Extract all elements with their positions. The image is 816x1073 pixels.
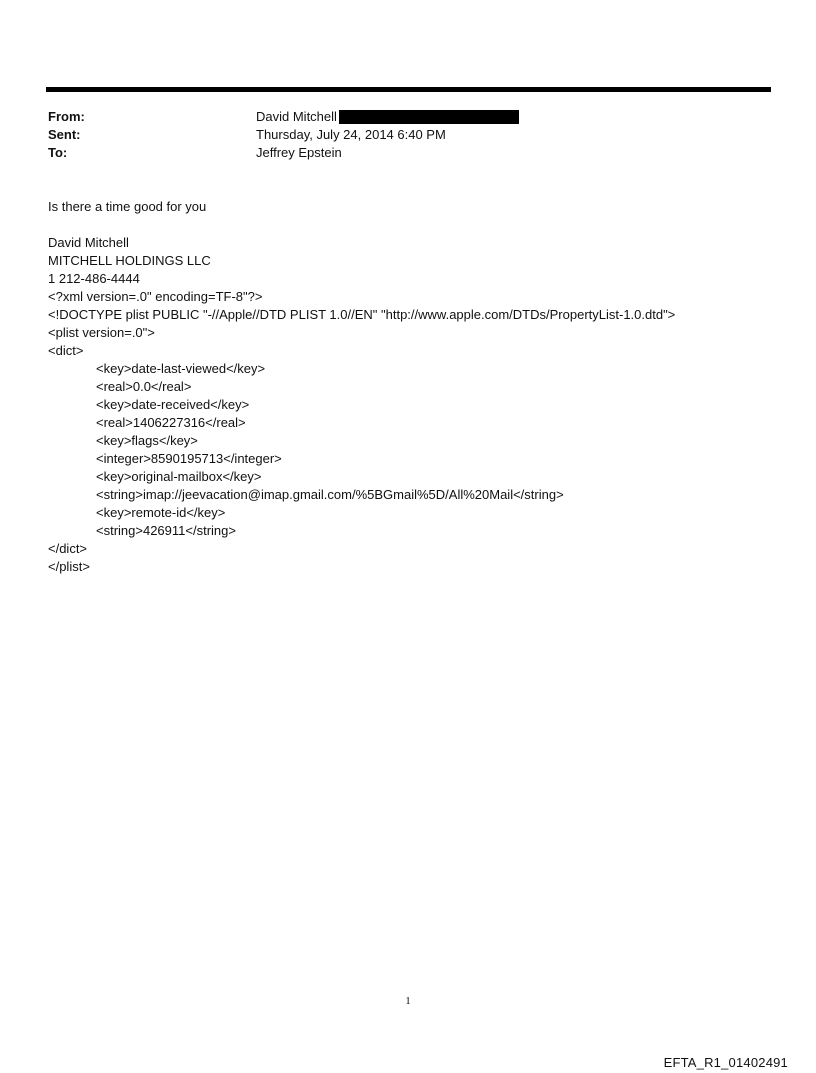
signature-company: MITCHELL HOLDINGS LLC <box>48 253 211 268</box>
plist-line: <plist version=.0"> <box>48 325 155 340</box>
bates-number: EFTA_R1_01402491 <box>663 1055 788 1070</box>
plist-line: <key>remote-id</key> <box>96 505 226 520</box>
plist-line: <key>flags</key> <box>96 433 198 448</box>
email-header <box>48 108 768 162</box>
from-value: David Mitchell <box>256 109 337 124</box>
plist-line: <string>imap://jeevacation@imap.gmail.com/%5BGmail%5D/All%20Mail</string> <box>96 487 564 502</box>
redaction-block <box>339 110 519 124</box>
signature-name: David Mitchell <box>48 235 129 250</box>
plist-block <box>48 288 788 576</box>
signature-phone: 1 212-486-4444 <box>48 271 140 286</box>
plist-line: <dict> <box>48 343 84 358</box>
plist-line: <?xml version=.0" encoding=TF-8"?> <box>48 289 263 304</box>
to-value: Jeffrey Epstein <box>256 145 342 160</box>
plist-line: <integer>8590195713</integer> <box>96 451 282 466</box>
plist-line: <key>date-last-viewed</key> <box>96 361 266 376</box>
from-label: From: <box>48 109 85 124</box>
plist-line: <!DOCTYPE plist PUBLIC "-//Apple//DTD PLIST 1.0//EN" "http://www.apple.com/DTDs/PropertyList-1.0.dtd"> <box>48 307 676 322</box>
sent-label: Sent: <box>48 127 81 142</box>
from-value-group <box>256 108 519 126</box>
sent-value: Thursday, July 24, 2014 6:40 PM <box>256 127 446 142</box>
email-body <box>48 198 788 576</box>
message-text: Is there a time good for you <box>48 199 207 214</box>
plist-line: <real>0.0</real> <box>96 379 192 394</box>
sent-row <box>48 126 768 144</box>
plist-line: </plist> <box>48 559 90 574</box>
from-row <box>48 108 768 126</box>
plist-line: <real>1406227316</real> <box>96 415 246 430</box>
page-number: 1 <box>405 995 411 1007</box>
plist-line: <key>date-received</key> <box>96 397 250 412</box>
plist-line: <key>original-mailbox</key> <box>96 469 262 484</box>
to-row <box>48 144 768 162</box>
to-label: To: <box>48 145 68 160</box>
paragraph-gap <box>48 216 788 234</box>
plist-line: </dict> <box>48 541 88 556</box>
header-divider <box>46 87 771 92</box>
plist-line: <string>426911</string> <box>96 523 236 538</box>
